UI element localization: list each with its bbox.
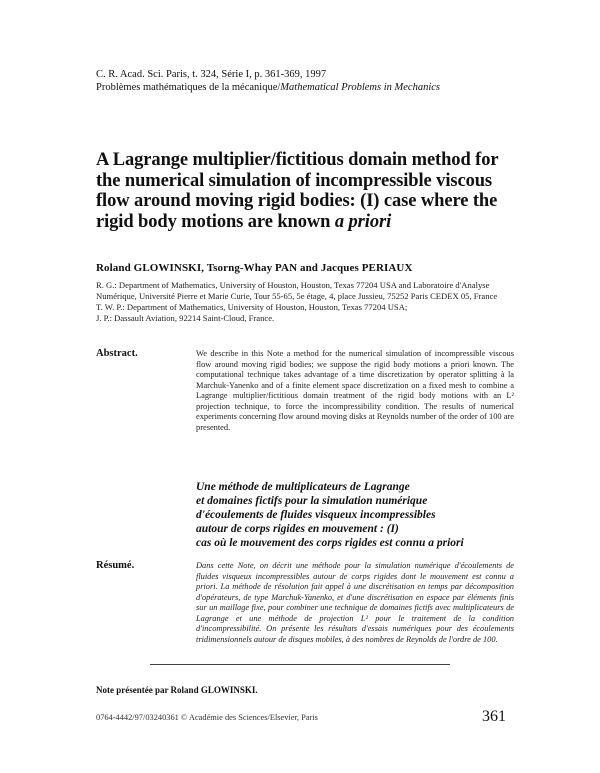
resume-text: Dans cette Note, on décrit une méthode pour la simulation numérique d'écoulements de fluides visqueux incompressibles autour de corps rigides dont le mouvement est connu a priori. La méthode de résolution fait appel à une discrétisation en temps par décomposition d'opérateurs, de type Marchuk-Yanenko, et d'une discrétisation en espace par éléments finis sur un maillage fixe, pour combiner une technique de domaines fictifs avec multiplicateurs de Lagrange et une méthode de projection L² pour le traitement de la condition d'incompressibilité. On présente les résultats d'essais numériques pour des écoulements tridimensionnels autour de disques mobiles, à des nombres de Reynolds de l'ordre de 100. xyxy=(196,561,514,644)
journal-section-english: Mathematical Problems in Mechanics xyxy=(280,82,440,93)
paper-title xyxy=(96,150,516,232)
paper-title-main: A Lagrange multiplier/fictitious domain method for the numerical simulation of incompressible viscous flow around moving rigid bodies: (I) case where the rigid body motions are known xyxy=(96,150,499,232)
abstract-text: We describe in this Note a method for the numerical simulation of incompressible viscous flow around moving rigid bodies; we suppose the rigid body motions a priori known. The computational technique takes advantage of a time discretization by operator splitting à la Marchuk-Yanenko and of a finite element space discretization on a fixed mesh to combine a Lagrange multiplier/fictitious domain treatment of the rigid body motions with an L² projection technique, to force the incompressibility condition. The results of numerical experiments concerning flow around moving disks at Reynolds number of the order of 100 are presented. xyxy=(196,349,514,432)
affiliation-rg: R. G.: Department of Mathematics, University of Houston, Houston, Texas 77204 USA and Laboratoire d'Analyse Numérique, Université Pierre et Marie Curie, Tour 55-65, 5e étage, 4, place Jussieu, 75252 Paris CEDEX 05, France xyxy=(96,280,498,301)
presentation-note: Note présentée par Roland GLOWINSKI. xyxy=(96,685,258,695)
journal-section xyxy=(96,81,536,94)
journal-section-french: Problèmes mathématiques de la mécanique/ xyxy=(96,82,281,93)
affiliation-jp: J. P.: Dassault Aviation, 92214 Saint-Cloud, France. xyxy=(96,313,275,323)
french-title-line: d'écoulements de fluides visqueux incompressibles xyxy=(196,509,436,521)
resume-label: Résumé. xyxy=(96,560,135,571)
affiliations xyxy=(96,280,516,324)
paper-title-italic: a priori xyxy=(334,211,392,232)
french-title-line: et domaines fictifs pour la simulation numérique xyxy=(196,495,428,507)
abstract-label: Abstract. xyxy=(96,348,138,359)
french-title-line: autour de corps rigides en mouvement : (I) xyxy=(196,523,399,535)
journal-citation: C. R. Acad. Sci. Paris, t. 324, Série I, p. 361-369, 1997 xyxy=(96,69,327,80)
french-title-line: cas où le mouvement des corps rigides est connu a priori xyxy=(196,537,464,549)
author-list: Roland GLOWINSKI, Tsorng-Whay PAN and Jacques PERIAUX xyxy=(96,262,413,274)
copyright-footer: 0764-4442/97/03240361 © Académie des Sciences/Elsevier, Paris xyxy=(96,713,318,722)
journal-header xyxy=(96,68,536,94)
affiliation-twp: T. W. P.: Department of Mathematics, University of Houston, Houston, Texas 77204 USA; xyxy=(96,302,408,312)
page-number: 361 xyxy=(482,708,506,725)
french-title xyxy=(196,480,526,550)
french-title-line: Une méthode de multiplicateurs de Lagrange xyxy=(196,481,410,493)
footnote-divider xyxy=(150,664,450,665)
